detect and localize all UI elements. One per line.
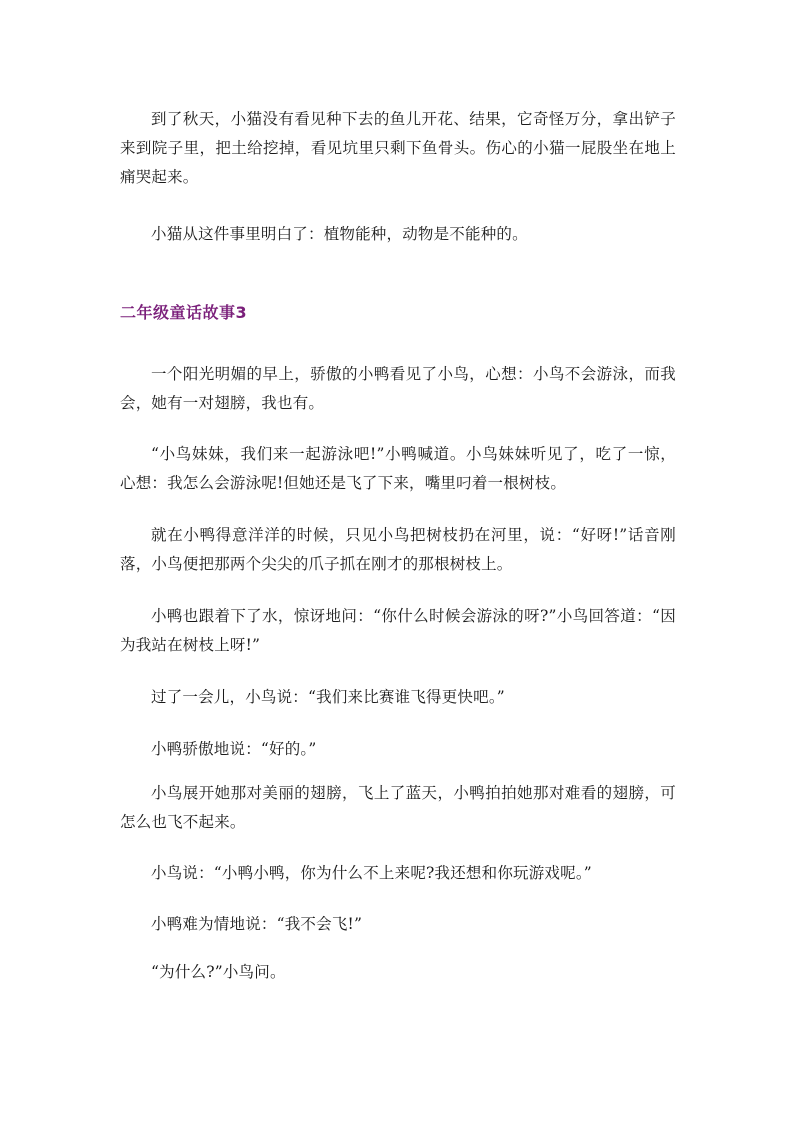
- paragraph-autumn: 到了秋天，小猫没有看见种下去的鱼儿开花、结果，它奇怪万分，拿出铲子来到院子里，把土给挖掉，看见坑里只剩下鱼骨头。伤心的小猫一屁股坐在地上痛哭起来。: [120, 110, 676, 186]
- paragraph-8: 小鸟说：“小鸭小鸭，你为什么不上来呢?我还想和你玩游戏呢。”: [151, 864, 592, 882]
- paragraph-3: 就在小鸭得意洋洋的时候，只见小鸟把树枝扔在河里，说：“好呀!”话音刚落，小鸟便把那两个尖尖的爪子抓在刚才的那根树枝上。: [120, 526, 676, 573]
- paragraph-10: “为什么?”小鸟问。: [151, 963, 286, 981]
- paragraph-4: 小鸭也跟着下了水，惊讶地问：“你什么时候会游泳的呀?”小鸟回答道：“因为我站在树枝上呀!”: [120, 607, 676, 654]
- section-heading: 二年级童话故事3: [120, 303, 248, 322]
- paragraph-2: “小鸟妹妹，我们来一起游泳吧!”小鸭喊道。小鸟妹妹听见了，吃了一惊，心想：我怎么会游泳呢!但她还是飞了下来，嘴里叼着一根树枝。: [120, 445, 676, 492]
- paragraph-5: 过了一会儿，小鸟说：“我们来比赛谁飞得更快吧。”: [151, 688, 505, 706]
- paragraph-7: 小鸟展开她那对美丽的翅膀，飞上了蓝天，小鸭拍拍她那对难看的翅膀，可怎么也飞不起来。: [120, 784, 676, 831]
- paragraph-9: 小鸭难为情地说：“我不会飞!”: [151, 915, 363, 933]
- paragraph-6: 小鸭骄傲地说：“好的。”: [151, 740, 317, 758]
- paragraph-lesson: 小猫从这件事里明白了：植物能种，动物是不能种的。: [151, 225, 528, 243]
- paragraph-1: 一个阳光明媚的早上，骄傲的小鸭看见了小鸟，心想：小鸟不会游泳，而我会，她有一对翅膀，我也有。: [120, 365, 676, 412]
